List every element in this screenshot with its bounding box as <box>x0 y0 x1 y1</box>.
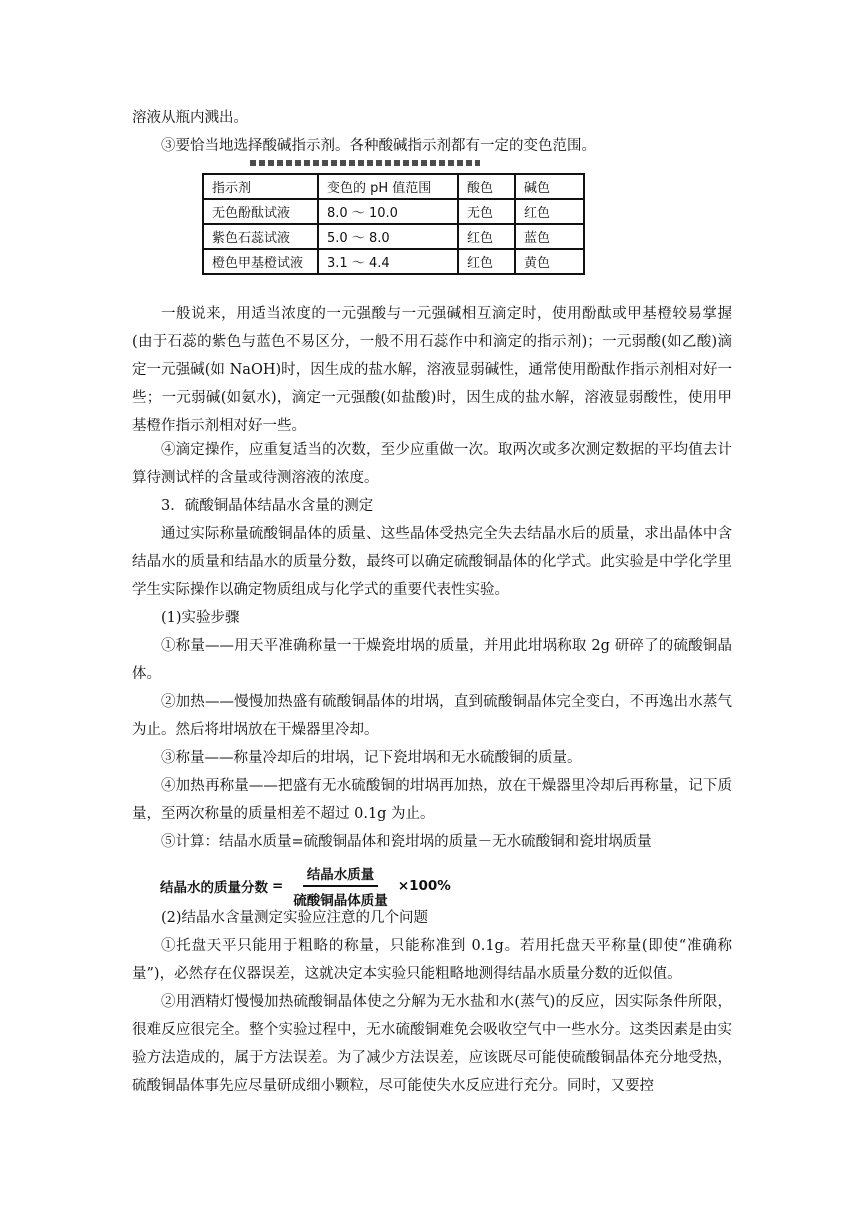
paragraph: 一般说来，用适当浓度的一元强酸与一元强碱相互滴定时，使用酚酞或甲基橙较易掌握(由于石蕊的紫色与蓝色不易区分，一般不用石蕊作中和滴定的指示剂)；一元弱酸(如乙酸)滴定一元强碱(如 NaOH)时，因生成的盐水解，溶液显弱碱性，通常使用酚酞作指示剂相对好一些；一元弱碱(如氨水)，滴定一元强酸(如盐酸)时，因生成的盐水解，溶液显弱酸性，使用甲基橙作指示剂相对好一些。 <box>132 306 732 434</box>
table-header-cell: 变色的 pH 值范围 <box>318 174 458 199</box>
formula-numerator: 结晶水质量 <box>303 863 379 887</box>
section-heading: 3．硫酸铜晶体结晶水含量的测定 <box>161 498 374 514</box>
table-cell: 8.0 ～ 10.0 <box>318 199 458 224</box>
cropped-table-title <box>250 160 480 166</box>
table-cell: 红色 <box>458 224 515 249</box>
paragraph: ④滴定操作，应重复适当的次数，至少应重做一次。取两次或多次测定数据的平均值去计算待测试样的含量或待测溶液的浓度。 <box>132 442 732 486</box>
table-cell: 黄色 <box>515 249 584 274</box>
formula-lhs: 结晶水的质量分数 <box>160 880 268 896</box>
table-cell: 蓝色 <box>515 224 584 249</box>
table-cell: 无色酚酞试液 <box>203 199 318 224</box>
formula-tail: ×100% <box>397 878 451 894</box>
table-header-cell: 酸色 <box>458 174 515 199</box>
paragraph: ③称量——称量冷却后的坩埚，记下瓷坩埚和无水硫酸铜的质量。 <box>161 750 582 766</box>
indicator-table <box>202 173 585 275</box>
paragraph: 通过实际称量硫酸铜晶体的质量、这些晶体受热完全失去结晶水后的质量，求出晶体中含结晶水的质量和结晶水的质量分数，最终可以确定硫酸铜晶体的化学式。此实验是中学化学里学生实际操作以确定物质组成与化学式的重要代表性实验。 <box>132 526 732 598</box>
table-cell: 橙色甲基橙试液 <box>203 249 318 274</box>
paragraph: 溶液从瓶内溅出。 <box>132 110 248 126</box>
paragraph: ⑤计算：结晶水质量=硫酸铜晶体和瓷坩埚的质量－无水硫酸铜和瓷坩埚质量 <box>161 834 652 850</box>
paragraph: ③要恰当地选择酸碱指示剂。各种酸碱指示剂都有一定的变色范围。 <box>161 138 596 154</box>
table-header-cell: 指示剂 <box>203 174 318 199</box>
formula-denominator: 硫酸铜晶体质量 <box>293 893 388 909</box>
table-row <box>203 224 584 249</box>
paragraph: ②加热——慢慢加热盛有硫酸铜晶体的坩埚，直到硫酸铜晶体完全变白，不再逸出水蒸气为止。然后将坩埚放在干燥器里冷却。 <box>132 694 732 738</box>
table-cell: 红色 <box>515 199 584 224</box>
subsection-heading: (2)结晶水含量测定实验应注意的几个问题 <box>161 910 429 926</box>
table-cell: 3.1 ～ 4.4 <box>318 249 458 274</box>
table-row <box>203 249 584 274</box>
paragraph: ①托盘天平只能用于粗略的称量，只能称准到 0.1g。若用托盘天平称量(即使“准确称量”)，必然存在仪器误差，这就决定本实验只能粗略地测得结晶水质量分数的近似值。 <box>132 938 732 982</box>
paragraph: ①称量——用天平准确称量一干燥瓷坩埚的质量，并用此坩埚称取 2g 研碎了的硫酸铜晶体。 <box>132 638 732 682</box>
formula-equals: = <box>272 878 284 894</box>
table-row <box>203 199 584 224</box>
subsection-heading: (1)实验步骤 <box>161 610 240 626</box>
paragraph: ④加热再称量——把盛有无水硫酸铜的坩埚再加热，放在干燥器里冷却后再称量，记下质量，至两次称量的质量相差不超过 0.1g 为止。 <box>132 778 732 822</box>
table-header-row <box>203 174 584 199</box>
paragraph: ②用酒精灯慢慢加热硫酸铜晶体使之分解为无水盐和水(蒸气)的反应，因实际条件所限，很难反应很完全。整个实验过程中，无水硫酸铜难免会吸收空气中一些水分。这类因素是由实验方法造成的，属于方法误差。为了减少方法误差，应该既尽可能使硫酸铜晶体充分地受热，硫酸铜晶体事先应尽量研成细小颗粒，尽可能使失水反应进行充分。同时，又要控 <box>132 994 732 1094</box>
table-cell: 紫色石蕊试液 <box>203 224 318 249</box>
table-cell: 红色 <box>458 249 515 274</box>
formula-fraction <box>289 863 392 909</box>
mass-fraction-formula <box>160 863 451 909</box>
table-header-cell: 碱色 <box>515 174 584 199</box>
table-cell: 5.0 ～ 8.0 <box>318 224 458 249</box>
table-cell: 无色 <box>458 199 515 224</box>
